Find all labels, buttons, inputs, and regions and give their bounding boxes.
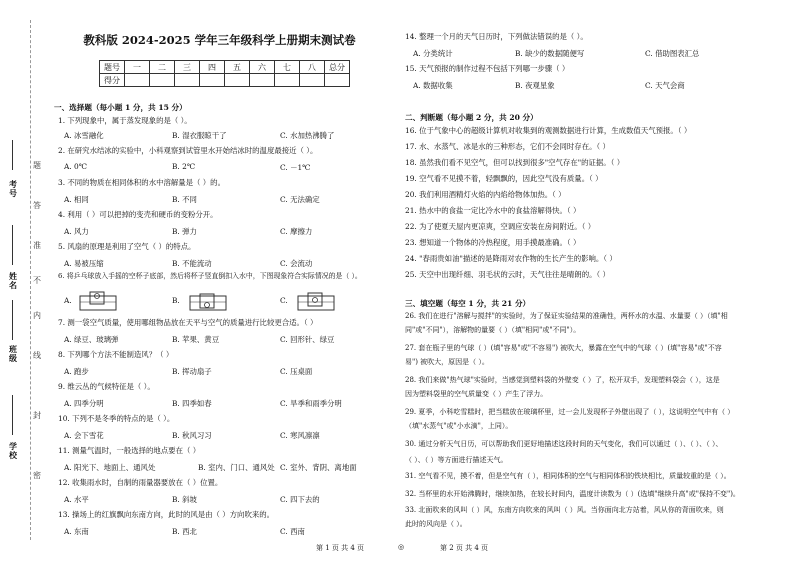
score-input-cell[interactable] [250, 74, 275, 87]
score-input-cell[interactable] [325, 74, 350, 87]
option: B. 秋风习习 [172, 431, 212, 440]
option: C. 压桌面 [280, 367, 313, 376]
score-cell: 总分 [325, 61, 350, 74]
judge-item: 16. 位于气象中心的超级计算机对收集到的观测数据进行计算，生成数值天气预报。（ ） [405, 126, 692, 135]
page-number-left: 第 1 页 共 4 页 [316, 544, 365, 552]
question-stem: 6. 将乒乓球放入手摇的空杯子底部，然后将杯子竖直倒扣入水中，下图现象符合实际情况的是（ ）。 [58, 272, 362, 280]
option: A. 阳光下、地面上、通风处 [64, 463, 156, 472]
question-stem: 1. 下列现象中，属于蒸发现象的是（ ）。 [58, 116, 192, 125]
binding-underline [12, 395, 14, 435]
seal-char: 封 [33, 411, 41, 420]
seal-char: 题 [33, 161, 41, 170]
score-input-cell[interactable] [275, 74, 300, 87]
seal-char: 准 [33, 241, 41, 250]
score-cell: 一 [125, 61, 150, 74]
option: B. 室内、门口、通风处 [198, 463, 275, 472]
option: A. 易被压缩 [64, 259, 104, 268]
seal-char: 不 [33, 276, 41, 285]
score-cell: 四 [200, 61, 225, 74]
seal-char: 线 [33, 351, 41, 360]
fill-item: （填"水蒸气"或"小水滴"，上同）。 [405, 422, 513, 430]
question-stem: 14. 整理一个月的天气日历时，下列做法错误的是（ ）。 [405, 32, 588, 41]
question-stem: 12. 收集雨水时，自制的雨量器要放在（ ）位置。 [58, 478, 223, 487]
score-cell: 得分 [100, 74, 125, 87]
option: C. 摩擦力 [280, 227, 313, 236]
question-stem: 8. 下列哪个方法不能制造风？（ ） [58, 350, 174, 359]
judge-item: 23. 想知道一个物体的冷热程度，用手摸最准确。（ ） [405, 238, 581, 247]
option: A. 水平 [64, 495, 89, 504]
option: B. 湿衣服晾干了 [172, 131, 227, 140]
score-input-cell[interactable] [125, 74, 150, 87]
judge-item: 20. 我们利用酒精灯火焰的内焰给物体加热。（ ） [405, 190, 566, 199]
option: B. 夜观星象 [515, 81, 555, 90]
binding-underline [12, 225, 14, 265]
option: B. 西北 [172, 527, 197, 536]
beaker-c-icon [296, 290, 336, 312]
binding-field-name: 姓名 [9, 271, 17, 290]
score-cell: 五 [225, 61, 250, 74]
option: A. 风力 [64, 227, 89, 236]
option: B. 不同 [172, 195, 197, 204]
question-stem: 15. 天气预报的制作过程不包括下列哪一步骤（ ） [405, 64, 570, 73]
fill-item: 33. 北面吹来的风叫（ ）风，东南方向吹来的风叫（ ）风。当你面向北方站着，风从你的背面吹来，则 [405, 506, 724, 514]
score-input-cell[interactable] [225, 74, 250, 87]
option: A. 四季分明 [64, 399, 104, 408]
score-input-cell[interactable] [200, 74, 225, 87]
binding-field-class: 班级 [9, 344, 17, 363]
option: C. 室外、背阴、离地面 [280, 463, 357, 472]
beaker-b-icon [188, 290, 228, 312]
fill-item: 29. 夏季，小科吃雪糕时，把当糕放在玻璃杯里，过一会儿发现杯子外壁出现了（ ），这说明空气中有（ ） [405, 408, 735, 416]
option: C. 水加热沸腾了 [280, 131, 335, 140]
judge-item: 25. 天空中出现纤细、羽毛状的云时，天气往往是晴朗的。（ ） [405, 270, 610, 279]
binding-strip [0, 0, 50, 561]
fill-item: 27. 套在瓶子里的气球（ ）(填"容易"或"不容易") 被吹大，暴露在空气中的气球（ ）(填"容易"或"不容 [405, 344, 722, 352]
fill-item: 同"或"不同"），溶解物的量要（ ）（填"相同"或"不同"）。 [405, 326, 581, 334]
score-cell: 六 [250, 61, 275, 74]
question-stem: 10. 下列不是冬季的特点的是（ ）。 [58, 414, 175, 423]
binding-underline [12, 300, 14, 340]
option: B. 缺少的数据随便写 [515, 49, 585, 58]
option: A. 跑步 [64, 367, 89, 376]
score-table-header-row [100, 61, 350, 74]
judge-item: 21. 热水中的食盐一定比冷水中的食盐溶解得快。（ ） [405, 206, 581, 215]
option: A. 分类统计 [413, 49, 453, 58]
section-header: 三、填空题（每空 1 分，共 21 分） [405, 299, 531, 308]
option: B. 挥动扇子 [172, 367, 212, 376]
option: C. 借助图表汇总 [645, 49, 700, 58]
page-title: 教科版 2024-2025 学年三年级科学上册期末测试卷 [83, 33, 356, 47]
page-number-right: 第 2 页 共 4 页 [440, 544, 489, 552]
fill-item: 易") 被吹大，原因是（ ）。 [405, 358, 489, 366]
option: A. 冰雪融化 [64, 131, 104, 140]
option: B. 斜坡 [172, 495, 197, 504]
option: B. 不能流动 [172, 259, 212, 268]
judge-item: 17. 水、水蒸气、冰是水的三种形态，它们不会同时存在。（ ） [405, 142, 610, 151]
fill-item: 30. 通过分析天气日历，可以帮助我们更好地描述这段时间的天气变化，我们可以通过（ ）、（ ）、（ ）、 [405, 440, 723, 448]
fill-item: 32. 当杯里的水开始沸腾时，继续加热，在较长时间内，温度计读数为（ ）(选填"继续升高"或"保持不变")。 [405, 490, 740, 498]
beaker-a-icon [78, 290, 118, 312]
score-table-score-row [100, 74, 350, 87]
option: B. [172, 296, 180, 305]
fill-item: 26. 我们在进行"溶解与搅拌"的实验时，为了保证实验结果的准确性，两杯水的水温、水量要（ ）（填"相 [405, 312, 728, 320]
option: B. 弹力 [172, 227, 197, 236]
score-input-cell[interactable] [175, 74, 200, 87]
option: C. 回形针、绿豆 [280, 335, 335, 344]
score-cell: 二 [150, 61, 175, 74]
question-stem: 7. 测一袋空气质量，使用哪组物品放在天平与空气的质量进行比较更合适。（ ） [58, 318, 318, 327]
score-cell: 八 [300, 61, 325, 74]
question-stem: 3. 不同的物质在相同体积的水中溶解量是（ ）的。 [58, 178, 225, 187]
binding-field-exam-no: 考号 [9, 179, 17, 198]
judge-item: 18. 虽然我们看不见空气，但可以找到很多"空气存在"的证据。（ ） [405, 158, 625, 167]
binding-underline [12, 140, 14, 170]
option: C. 旱季和雨季分明 [280, 399, 342, 408]
option: C. 西南 [280, 527, 305, 536]
option: A. 0℃ [64, 162, 88, 171]
option: C. 天气会商 [645, 81, 685, 90]
fill-item: 此时的风向是（ ）。 [405, 520, 467, 528]
option: A. [64, 296, 72, 305]
question-stem: 9. 维云丛的气候特征是（ ）。 [58, 382, 155, 391]
score-cell: 题号 [100, 61, 125, 74]
fill-item: 因为塑料袋里的空气质量变（ ）产生了浮力。 [405, 390, 548, 398]
option: C. [280, 296, 288, 305]
judge-item: 22. 为了使夏天屋内更凉爽，空调应安装在房间附近。（ ） [405, 222, 596, 231]
option: A. 东南 [64, 527, 89, 536]
score-input-cell[interactable] [150, 74, 175, 87]
option: C. 会流动 [280, 259, 313, 268]
score-input-cell[interactable] [300, 74, 325, 87]
option: C. 寒风凛凛 [280, 431, 320, 440]
judge-item: 19. 空气看不见摸不着，轻飘飘的，因此空气没有质量。（ ） [405, 174, 603, 183]
question-stem: 2. 在研究水结冰的实验中，小科观察到试管里水开始结冰时的温度最接近（ ）。 [58, 146, 318, 155]
option: C. 无法确定 [280, 195, 320, 204]
score-table [99, 60, 350, 87]
question-stem: 11. 测量气温时，一般选择的地点要在（ ） [58, 446, 201, 455]
option: B. 四季如春 [172, 399, 212, 408]
seal-char: 密 [33, 471, 41, 480]
option: B. 2℃ [172, 162, 196, 171]
option: B. 苹果、黄豆 [172, 335, 220, 344]
fill-item: 31. 空气看不见，摸不着，但是空气有（ ），相同体积的空气与相同体积的铁块相比，质量较重的是（ ）。 [405, 472, 731, 480]
option: C. 四下去的 [280, 495, 320, 504]
option: A. 绿豆、玻璃弹 [64, 335, 119, 344]
seal-char: 答 [33, 201, 41, 210]
seal-char: 内 [33, 311, 41, 320]
beaker-diagram [52, 290, 387, 312]
question-stem: 13. 操场上的红旗飘向东南方向，此时的风是由（ ）方向吹来的。 [58, 510, 275, 519]
judge-item: 24. "春雨贵如油"描述的是降雨对农作物的生长产生的影响。（ ） [405, 254, 617, 263]
fill-item: 28. 我们来做"热气球"实验时，当感觉到塑料袋的外壁变（ ）了，松开双手，发现塑料袋会（ ），这是 [405, 376, 720, 384]
section-header: 二、判断题（每小题 2 分，共 20 分） [405, 113, 538, 122]
option: C. －1℃ [280, 163, 311, 172]
option: A. 数据收集 [413, 81, 453, 90]
option: A. 会下雪花 [64, 431, 104, 440]
seal-line [30, 20, 45, 540]
center-mark-icon: ◎ [398, 543, 405, 551]
binding-field-school: 学校 [9, 441, 17, 460]
fill-item: （ ）、（ ）等方面进行描述天气。 [405, 456, 508, 464]
option: A. 相同 [64, 195, 89, 204]
score-cell: 三 [175, 61, 200, 74]
score-cell: 七 [275, 61, 300, 74]
question-stem: 4. 利用（ ）可以把掉的变壳和硬币的变粉分开。 [58, 210, 218, 219]
question-stem: 5. 风扇的原理是利用了空气（ ）的特点。 [58, 242, 196, 251]
section-header: 一、选择题（每小题 1 分，共 15 分） [54, 103, 187, 112]
